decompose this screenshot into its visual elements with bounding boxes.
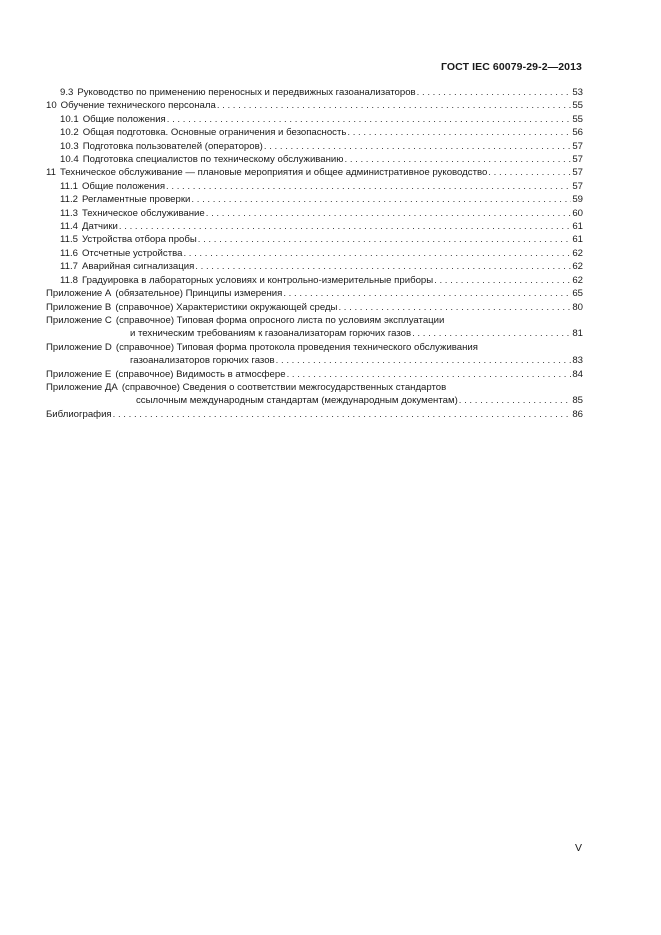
toc-dot-leader xyxy=(488,166,571,179)
toc-entry-title: Устройства отбора пробы xyxy=(81,234,197,246)
toc-dot-leader xyxy=(113,408,572,421)
toc-entry-number: 11.4 xyxy=(60,221,78,233)
toc-entry-page: 61 xyxy=(572,221,583,233)
toc-dot-leader xyxy=(417,86,572,99)
toc-entry-number: 11.6 xyxy=(60,247,78,259)
toc-entry-page: 80 xyxy=(572,301,583,313)
toc-entry-10-2[interactable] xyxy=(46,126,583,139)
toc-entry-page: 83 xyxy=(572,355,583,367)
toc-entry-title: Общие положения xyxy=(81,180,166,192)
toc-dot-leader xyxy=(459,394,572,407)
toc-entry-title: Общие положения xyxy=(82,113,166,125)
toc-entry-page: 55 xyxy=(572,100,583,112)
toc-entry-11-4[interactable] xyxy=(46,220,583,233)
toc-entry-page: 85 xyxy=(572,395,583,407)
toc-entry-number: Приложение А xyxy=(46,288,112,300)
toc-entry-title: Библиография xyxy=(46,408,112,420)
toc-entry-10-4[interactable] xyxy=(46,153,583,166)
toc-entry-number: 9.3 xyxy=(60,87,74,98)
toc-dot-leader xyxy=(276,354,572,367)
toc-entry-page: 62 xyxy=(572,274,583,286)
toc-entry-number: 11.5 xyxy=(60,234,78,246)
toc-entry-page: 81 xyxy=(572,328,583,340)
toc-entry-title: Техническое обслуживание — плановые мероприятия и общее административное руководство xyxy=(59,167,488,179)
toc-entry-10[interactable] xyxy=(46,99,583,112)
toc-entry-title: Общая подготовка. Основные ограничения и безопасность xyxy=(82,127,347,139)
toc-entry-title: (обязательное) Принципы измерения xyxy=(115,288,283,300)
toc-entry-appendix-c-continued[interactable] xyxy=(46,327,583,340)
toc-entry-page: 57 xyxy=(572,180,583,192)
toc-entry-page: 56 xyxy=(572,127,583,139)
toc-dot-leader xyxy=(412,327,571,340)
toc-entry-title: (справочное) Характеристики окружающей среды xyxy=(115,301,338,313)
toc-entry-title: Подготовка специалистов по техническому обслуживанию xyxy=(82,154,344,166)
toc-entry-appendix-a[interactable] xyxy=(46,287,583,300)
toc-entry-page: 62 xyxy=(572,247,583,259)
toc-entry-number: Приложение Е xyxy=(46,368,112,380)
toc-entry-title: Датчики xyxy=(81,221,118,233)
toc-entry-11[interactable] xyxy=(46,166,583,179)
toc-entry-number: 11.8 xyxy=(60,274,78,286)
toc-dot-leader xyxy=(167,113,572,126)
toc-dot-leader xyxy=(206,207,572,220)
toc-entry-page: 55 xyxy=(572,113,583,125)
toc-entry-page: 61 xyxy=(572,234,583,246)
toc-entry-title: (справочное) Типовая форма протокола проведения технического обслуживания xyxy=(115,341,478,353)
toc-entry-number: Приложение В xyxy=(46,301,112,313)
toc-entry-page: 57 xyxy=(572,167,583,179)
toc-entry-number: Приложение D xyxy=(46,341,112,353)
toc-entry-number: 11 xyxy=(46,167,56,179)
toc-entry-number: 11.2 xyxy=(60,194,78,206)
toc-entry-11-1[interactable] xyxy=(46,180,583,193)
toc-entry-11-7[interactable] xyxy=(46,260,583,273)
toc-entry-title-continuation: газоанализаторов горючих газов xyxy=(130,355,275,367)
toc-entry-11-5[interactable] xyxy=(46,233,583,246)
toc-entry-title: Обучение технического персонала xyxy=(60,100,216,112)
toc-dot-leader xyxy=(195,260,571,273)
toc-entry-appendix-d-continued[interactable] xyxy=(46,354,583,367)
toc-entry-11-6[interactable] xyxy=(46,247,583,260)
toc-entry-page: 60 xyxy=(572,207,583,219)
toc-entry-page: 84 xyxy=(572,368,583,380)
toc-entry-page: 57 xyxy=(572,154,583,166)
toc-entry-number: 10 xyxy=(46,100,57,112)
toc-entry-number: 10.4 xyxy=(60,154,79,166)
page-number: V xyxy=(574,842,582,854)
toc-dot-leader xyxy=(344,153,571,166)
toc-entry-title: Градуировка в лабораторных условиях и контрольно-измерительные приборы xyxy=(81,274,434,286)
toc-entry-title: (справочное) Типовая форма опросного листа по условиям эксплуатации xyxy=(115,314,445,326)
toc-entry-9-3[interactable] xyxy=(46,86,583,99)
document-header: ГОСТ IEC 60079-29-2—2013 xyxy=(440,61,582,73)
toc-entry-11-2[interactable] xyxy=(46,193,583,206)
toc-entry-title: Отсчетные устройства xyxy=(81,247,183,259)
toc-entry-number: 11.3 xyxy=(60,207,78,219)
toc-entry-page: 65 xyxy=(572,288,583,300)
toc-entry-title: Подготовка пользователей (операторов) xyxy=(82,140,263,152)
toc-entry-title-continuation: ссылочным международным стандартам (международным документам) xyxy=(136,395,458,407)
toc-entry-page: 86 xyxy=(572,408,583,420)
table-of-contents xyxy=(46,86,583,421)
toc-entry-title: Аварийная сигнализация xyxy=(81,261,195,273)
toc-entry-appendix-da-continued[interactable] xyxy=(46,394,583,407)
toc-entry-number: 10.3 xyxy=(60,140,79,152)
toc-entry-title: Руководство по применению переносных и передвижных газоанализаторов xyxy=(77,87,416,98)
toc-dot-leader xyxy=(119,220,571,233)
toc-entry-page: 62 xyxy=(572,261,583,273)
toc-dot-leader xyxy=(338,301,571,314)
toc-dot-leader xyxy=(347,126,571,139)
toc-entry-10-3[interactable] xyxy=(46,140,583,153)
toc-dot-leader xyxy=(287,368,572,381)
toc-entry-bibliography[interactable] xyxy=(46,408,583,421)
toc-entry-number: 10.2 xyxy=(60,127,79,139)
toc-dot-leader xyxy=(264,140,571,153)
toc-entry-appendix-b[interactable] xyxy=(46,301,583,314)
toc-entry-number: 11.1 xyxy=(60,180,78,192)
toc-dot-leader xyxy=(283,287,571,300)
toc-entry-page: 59 xyxy=(572,194,583,206)
toc-entry-title: Регламентные проверки xyxy=(81,194,191,206)
toc-entry-appendix-c[interactable] xyxy=(46,314,583,327)
toc-entry-title: (справочное) Видимость в атмосфере xyxy=(115,368,286,380)
toc-entry-10-1[interactable] xyxy=(46,113,583,126)
toc-entry-number: Приложение С xyxy=(46,314,112,326)
toc-dot-leader xyxy=(183,247,571,260)
toc-entry-number: 10.1 xyxy=(60,113,79,125)
toc-dot-leader xyxy=(191,193,571,206)
toc-entry-page: 57 xyxy=(572,140,583,152)
toc-entry-title: (справочное) Сведения о соответствии межгосударственных стандартов xyxy=(121,381,447,393)
toc-entry-number: 11.7 xyxy=(60,261,78,273)
toc-dot-leader xyxy=(434,274,571,287)
toc-entry-title: Техническое обслуживание xyxy=(81,207,205,219)
toc-entry-11-3[interactable] xyxy=(46,207,583,220)
toc-entry-appendix-e[interactable] xyxy=(46,368,583,381)
toc-dot-leader xyxy=(166,180,571,193)
toc-entry-title-continuation: и техническим требованиям к газоанализаторам горючих газов xyxy=(130,328,412,340)
toc-dot-leader xyxy=(198,233,572,246)
toc-entry-11-8[interactable] xyxy=(46,274,583,287)
toc-entry-appendix-da[interactable] xyxy=(46,381,583,394)
toc-entry-number: Приложение ДА xyxy=(46,381,118,393)
toc-dot-leader xyxy=(217,99,572,112)
toc-entry-page: 53 xyxy=(572,87,583,98)
toc-entry-appendix-d[interactable] xyxy=(46,341,583,354)
